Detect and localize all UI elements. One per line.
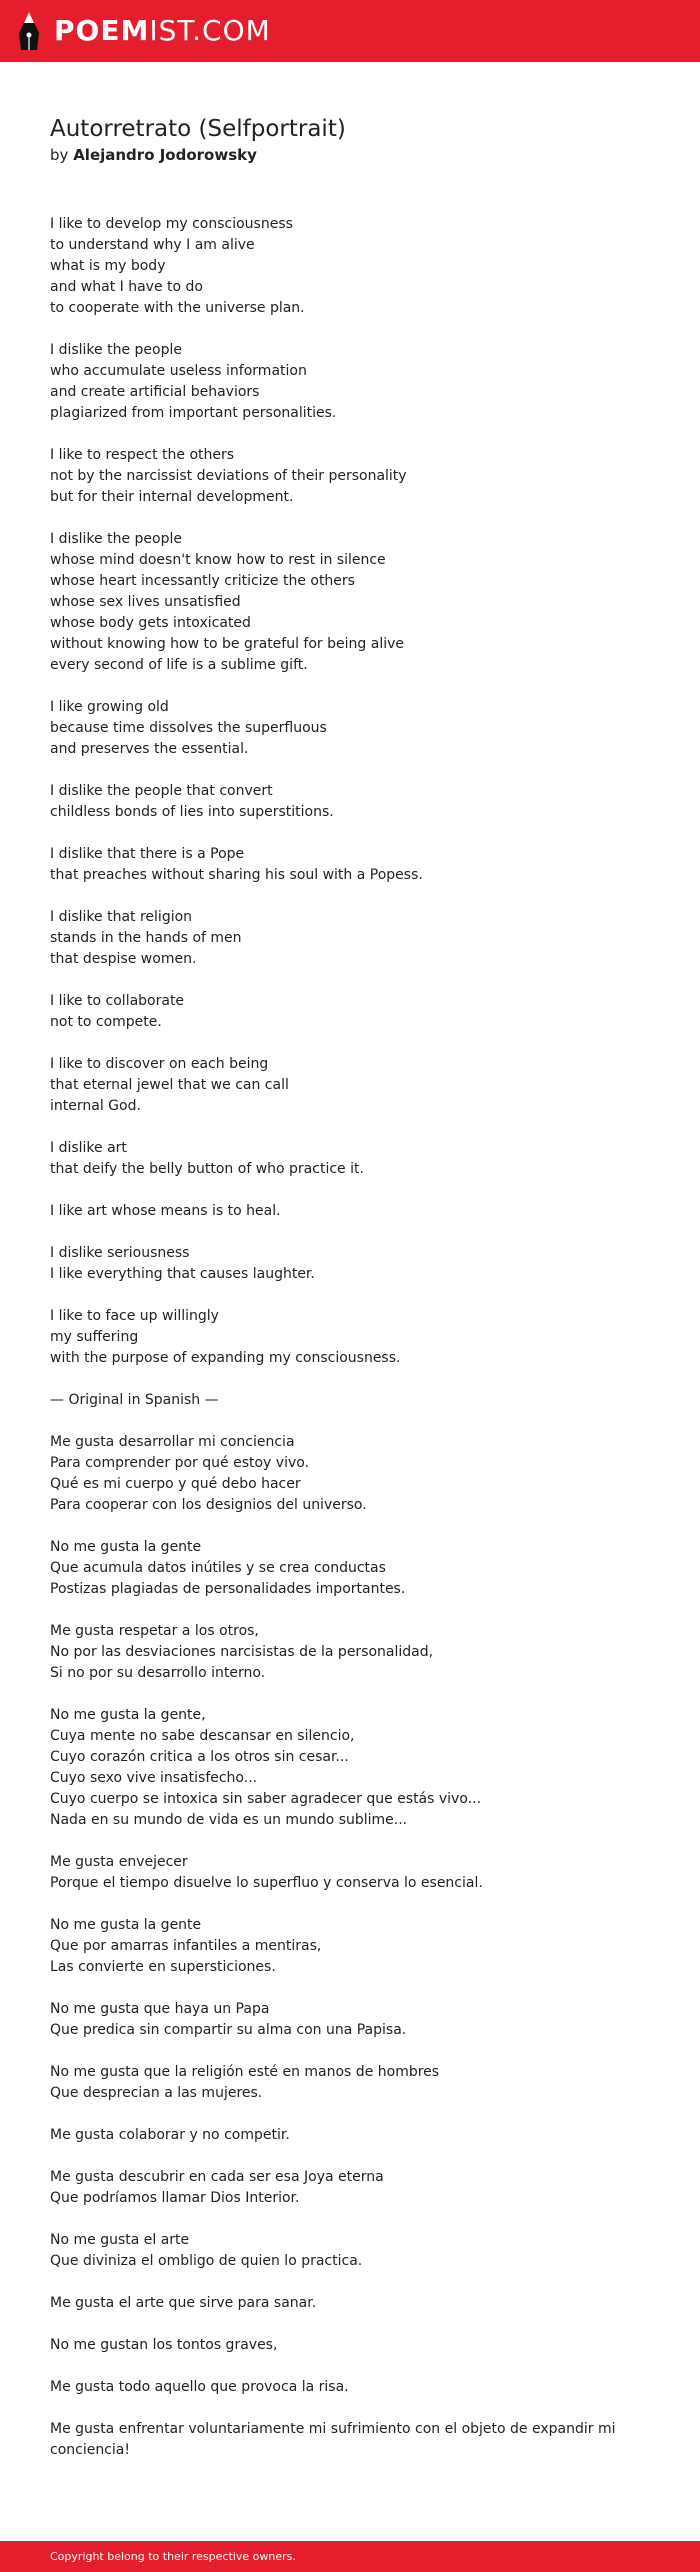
poem-author[interactable]: Alejandro Jodorowsky [73, 146, 257, 164]
poem-line: internal God. [50, 1098, 141, 1114]
poem-stanza [50, 2335, 650, 2356]
poem-line: Me gusta enfrentar voluntariamente mi sufrimiento con el objeto de expandir mi conciencia! [50, 2421, 616, 2458]
poem-line: who accumulate useless information [50, 363, 307, 379]
poem-line: not to compete. [50, 1014, 162, 1030]
poem-line: every second of life is a sublime gift. [50, 657, 308, 673]
poem-line: Que desprecian a las mujeres. [50, 2085, 263, 2101]
poem-line: — Original in Spanish — [50, 1392, 219, 1408]
poem-line: that deify the belly button of who practice it. [50, 1161, 364, 1177]
poem-line: Para cooperar con los designios del universo. [50, 1497, 367, 1513]
poem-line: I like everything that causes laughter. [50, 1266, 315, 1282]
poem-line: Me gusta envejecer [50, 1854, 188, 1870]
poem-line: but for their internal development. [50, 489, 294, 505]
poem-line: No me gusta el arte [50, 2232, 190, 2248]
poem-line: and what I have to do [50, 279, 203, 295]
poem-stanza [50, 1306, 650, 1369]
poem-stanza [50, 907, 650, 970]
poem-stanza [50, 1243, 650, 1285]
poem-line: whose sex lives unsatisfied [50, 594, 241, 610]
site-logo-text [54, 9, 271, 53]
poem-line: Nada en su mundo de vida es un mundo sublime... [50, 1812, 408, 1828]
poem-line: Me gusta descubrir en cada ser esa Joya eterna [50, 2169, 384, 2185]
poem-line: I dislike art [50, 1140, 127, 1156]
poem-stanza [50, 1054, 650, 1117]
poem-line: Me gusta todo aquello que provoca la risa. [50, 2379, 349, 2395]
poem-body [50, 214, 650, 2461]
site-footer [0, 2541, 700, 2572]
poem-line: No me gusta que haya un Papa [50, 2001, 270, 2017]
poem-line: my suffering [50, 1329, 139, 1345]
poem-line: I like growing old [50, 699, 169, 715]
poem-line: Porque el tiempo disuelve lo superfluo y conserva lo esencial. [50, 1875, 483, 1891]
poem-line: Que predica sin compartir su alma con una Papisa. [50, 2022, 407, 2038]
by-label: by [50, 146, 69, 164]
poem-title: Autorretrato (Selfportrait) [50, 116, 346, 142]
poem-stanza [50, 2230, 650, 2272]
poem-line: Cuyo cuerpo se intoxica sin saber agradecer que estás vivo... [50, 1791, 482, 1807]
poem-byline [50, 144, 650, 166]
poem-line: I dislike that there is a Pope [50, 846, 245, 862]
poem-stanza [50, 214, 650, 319]
poem-stanza [50, 1915, 650, 1978]
poem-line: plagiarized from important personalities. [50, 405, 337, 421]
poem-line: because time dissolves the superfluous [50, 720, 327, 736]
poem-line: Qué es mi cuerpo y qué debo hacer [50, 1476, 301, 1492]
poem-line: I dislike that religion [50, 909, 193, 925]
poem-line: I like to respect the others [50, 447, 235, 463]
pencil-nib-icon [18, 11, 40, 51]
poem-stanza [50, 1999, 650, 2041]
poem-line: whose heart incessantly criticize the others [50, 573, 355, 589]
poem-line: Cuyo sexo vive insatisfecho... [50, 1770, 258, 1786]
poem-stanza [50, 781, 650, 823]
poem-stanza [50, 445, 650, 508]
poem-line: Me gusta colaborar y no competir. [50, 2127, 290, 2143]
poem-line: Cuyo corazón critica a los otros sin cesar... [50, 1749, 349, 1765]
logo-text-bold: POEM [54, 14, 150, 47]
poem-line: not by the narcissist deviations of their personality [50, 468, 407, 484]
poem-line: and create artificial behaviors [50, 384, 260, 400]
poem-line: No me gusta la gente, [50, 1707, 206, 1723]
logo-text-light: IST.COM [149, 14, 271, 47]
poem-stanza [50, 844, 650, 886]
footer-copyright: Copyright belong to their respective owners. [50, 2550, 296, 2563]
poem-line: Para comprender por qué estoy vivo. [50, 1455, 310, 1471]
poem-stanza [50, 1621, 650, 1684]
poem-line: I dislike seriousness [50, 1245, 190, 1261]
poem-line: Me gusta respetar a los otros, [50, 1623, 259, 1639]
poem-line: Postizas plagiadas de personalidades importantes. [50, 1581, 406, 1597]
poem-line: Cuya mente no sabe descansar en silencio, [50, 1728, 355, 1744]
poem-stanza [50, 1537, 650, 1600]
poem-line: No me gusta que la religión esté en manos de hombres [50, 2064, 440, 2080]
poem-stanza [50, 340, 650, 424]
poem-stanza [50, 529, 650, 676]
site-logo-link[interactable] [18, 9, 271, 53]
poem-line: that despise women. [50, 951, 197, 967]
poem-line: No me gustan los tontos graves, [50, 2337, 278, 2353]
poem-stanza [50, 1390, 650, 1411]
poem-stanza [50, 697, 650, 760]
poem-stanza [50, 2062, 650, 2104]
poem-line: Me gusta desarrollar mi conciencia [50, 1434, 295, 1450]
poem-stanza [50, 1852, 650, 1894]
poem-line: to cooperate with the universe plan. [50, 300, 305, 316]
site-header [0, 0, 700, 62]
poem-line: Que acumula datos inútiles y se crea conductas [50, 1560, 386, 1576]
poem-line: that eternal jewel that we can call [50, 1077, 289, 1093]
poem-line: Me gusta el arte que sirve para sanar. [50, 2295, 317, 2311]
poem-line: I dislike the people [50, 531, 182, 547]
poem-line: I like art whose means is to heal. [50, 1203, 281, 1219]
poem-stanza [50, 2125, 650, 2146]
poem-line: I like to develop my consciousness [50, 216, 293, 232]
poem-line: No me gusta la gente [50, 1917, 202, 1933]
poem-stanza [50, 2377, 650, 2398]
poem-stanza [50, 2167, 650, 2209]
poem-line: I like to discover on each being [50, 1056, 269, 1072]
poem-stanza [50, 2419, 650, 2461]
poem-line: I like to face up willingly [50, 1308, 219, 1324]
poem-line: stands in the hands of men [50, 930, 242, 946]
poem-stanza [50, 1432, 650, 1516]
poem-line: No por las desviaciones narcisistas de la personalidad, [50, 1644, 434, 1660]
poem-line: whose body gets intoxicated [50, 615, 251, 631]
poem-line: and preserves the essential. [50, 741, 249, 757]
poem-line: Que podríamos llamar Dios Interior. [50, 2190, 300, 2206]
poem-line: childless bonds of lies into superstitions. [50, 804, 334, 820]
poem-line: to understand why I am alive [50, 237, 255, 253]
poem-stanza [50, 2293, 650, 2314]
poem-line: I like to collaborate [50, 993, 185, 1009]
poem-line: what is my body [50, 258, 166, 274]
poem-line: whose mind doesn't know how to rest in silence [50, 552, 386, 568]
poem-stanza [50, 1138, 650, 1180]
poem-line: Las convierte en supersticiones. [50, 1959, 276, 1975]
poem-line: Que por amarras infantiles a mentiras, [50, 1938, 322, 1954]
poem-stanza [50, 1201, 650, 1222]
poem-line: without knowing how to be grateful for being alive [50, 636, 404, 652]
poem-line: with the purpose of expanding my consciousness. [50, 1350, 401, 1366]
poem-line: that preaches without sharing his soul with a Popess. [50, 867, 423, 883]
poem-line: Que diviniza el ombligo de quien lo practica. [50, 2253, 363, 2269]
poem-content [50, 114, 650, 2482]
poem-line: I dislike the people that convert [50, 783, 273, 799]
poem-stanza [50, 1705, 650, 1831]
poem-line: I dislike the people [50, 342, 182, 358]
poem-line: Si no por su desarrollo interno. [50, 1665, 266, 1681]
poem-line: No me gusta la gente [50, 1539, 202, 1555]
poem-stanza [50, 991, 650, 1033]
